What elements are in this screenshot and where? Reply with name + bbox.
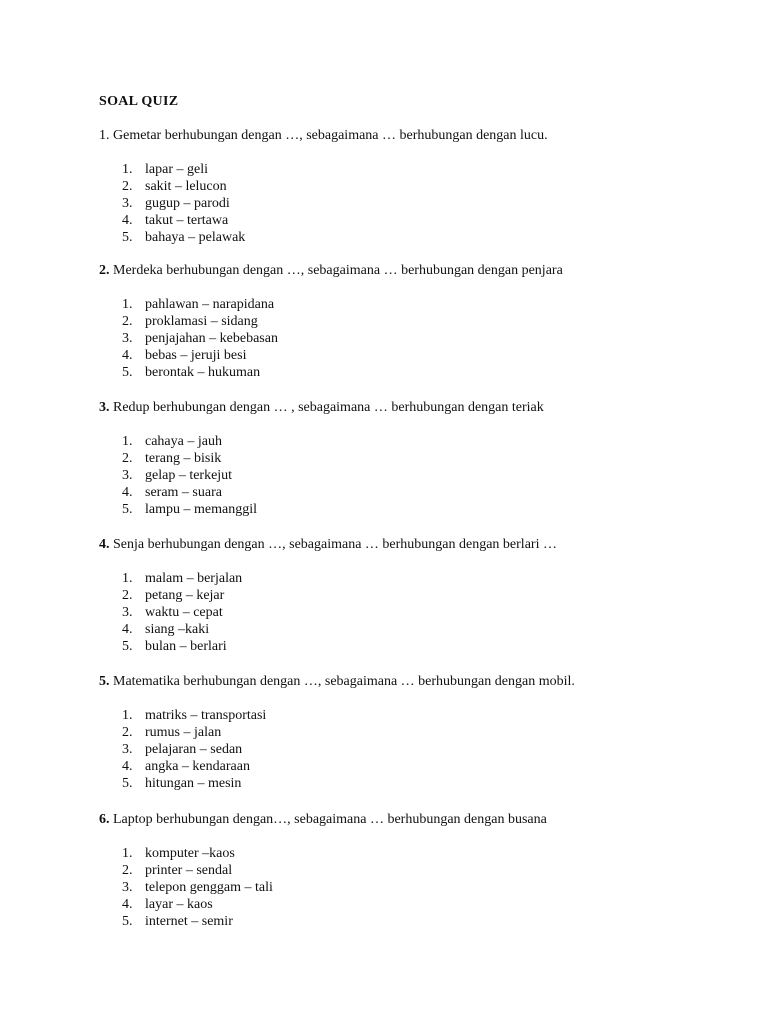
- answer-option: [99, 741, 739, 758]
- answer-option: [99, 296, 739, 313]
- answer-option: [99, 161, 739, 178]
- option-text: printer – sendal: [145, 863, 233, 878]
- option-number: 4.: [122, 348, 133, 363]
- option-text: telepon genggam – tali: [145, 880, 273, 895]
- option-text: pelajaran – sedan: [145, 742, 243, 757]
- question-text: [99, 673, 739, 690]
- option-number: 5.: [122, 502, 133, 517]
- option-number: 3.: [122, 605, 133, 620]
- option-number: 5.: [122, 639, 133, 654]
- option-number: 2.: [122, 863, 133, 878]
- option-number: 1.: [122, 162, 133, 177]
- option-number: 4.: [122, 213, 133, 228]
- question-prompt: Senja berhubungan dengan …, sebagaimana … berhubungan dengan berlari …: [109, 537, 557, 552]
- answer-option: [99, 862, 739, 879]
- answer-option: [99, 896, 739, 913]
- option-text: proklamasi – sidang: [145, 314, 258, 329]
- answer-option: [99, 364, 739, 381]
- answer-option: [99, 758, 739, 775]
- option-number: 3.: [122, 331, 133, 346]
- answer-option: [99, 724, 739, 741]
- option-text: layar – kaos: [145, 897, 213, 912]
- option-number: 3.: [122, 880, 133, 895]
- option-number: 1.: [122, 571, 133, 586]
- question-number: 4.: [99, 537, 110, 552]
- option-text: hitungan – mesin: [145, 776, 242, 791]
- option-text: lampu – memanggil: [145, 502, 257, 517]
- question-prompt: Laptop berhubungan dengan…, sebagaimana … berhubungan dengan busana: [109, 812, 547, 827]
- question-prompt: Matematika berhubungan dengan …, sebagaimana … berhubungan dengan mobil.: [109, 674, 575, 689]
- option-text: penjajahan – kebebasan: [145, 331, 278, 346]
- question-prompt: Gemetar berhubungan dengan …, sebagaimana … berhubungan dengan lucu.: [109, 128, 548, 143]
- question-4: [99, 536, 739, 655]
- answer-option: [99, 707, 739, 724]
- answer-option: [99, 212, 739, 229]
- answer-options: [99, 707, 739, 792]
- option-number: 4.: [122, 622, 133, 637]
- question-2: [99, 262, 739, 381]
- option-number: 4.: [122, 759, 133, 774]
- answer-options: [99, 845, 739, 930]
- answer-option: [99, 621, 739, 638]
- option-number: 2.: [122, 314, 133, 329]
- option-text: angka – kendaraan: [145, 759, 250, 774]
- question-1: [99, 127, 739, 246]
- answer-option: [99, 330, 739, 347]
- question-text: [99, 127, 739, 144]
- answer-options: [99, 433, 739, 518]
- answer-option: [99, 484, 739, 501]
- answer-option: [99, 195, 739, 212]
- option-text: komputer –kaos: [145, 846, 235, 861]
- option-number: 3.: [122, 468, 133, 483]
- answer-option: [99, 604, 739, 621]
- option-number: 4.: [122, 897, 133, 912]
- option-number: 5.: [122, 776, 133, 791]
- answer-option: [99, 229, 739, 246]
- option-text: rumus – jalan: [145, 725, 222, 740]
- answer-option: [99, 913, 739, 930]
- option-number: 2.: [122, 451, 133, 466]
- option-text: petang – kejar: [145, 588, 225, 603]
- page-title: SOAL QUIZ: [99, 94, 179, 109]
- option-number: 2.: [122, 588, 133, 603]
- option-text: gugup – parodi: [145, 196, 230, 211]
- answer-option: [99, 313, 739, 330]
- option-number: 5.: [122, 914, 133, 929]
- option-number: 1.: [122, 434, 133, 449]
- answer-options: [99, 296, 739, 381]
- option-number: 5.: [122, 365, 133, 380]
- option-text: lapar – geli: [145, 162, 208, 177]
- option-number: 3.: [122, 742, 133, 757]
- option-number: 2.: [122, 179, 133, 194]
- question-number: 1.: [99, 128, 110, 143]
- answer-options: [99, 570, 739, 655]
- option-number: 1.: [122, 708, 133, 723]
- option-text: sakit – lelucon: [145, 179, 227, 194]
- option-text: waktu – cepat: [145, 605, 223, 620]
- question-text: [99, 399, 739, 416]
- answer-option: [99, 638, 739, 655]
- option-number: 3.: [122, 196, 133, 211]
- option-text: takut – tertawa: [145, 213, 229, 228]
- option-number: 2.: [122, 725, 133, 740]
- option-number: 4.: [122, 485, 133, 500]
- option-text: internet – semir: [145, 914, 233, 929]
- option-text: terang – bisik: [145, 451, 222, 466]
- option-text: matriks – transportasi: [145, 708, 267, 723]
- option-text: gelap – terkejut: [145, 468, 233, 483]
- answer-option: [99, 775, 739, 792]
- question-prompt: Redup berhubungan dengan … , sebagaimana … berhubungan dengan teriak: [109, 400, 544, 415]
- option-text: siang –kaki: [145, 622, 210, 637]
- option-text: malam – berjalan: [145, 571, 243, 586]
- option-text: bahaya – pelawak: [145, 230, 246, 245]
- option-number: 1.: [122, 297, 133, 312]
- option-text: cahaya – jauh: [145, 434, 222, 449]
- question-number: 3.: [99, 400, 110, 415]
- option-number: 1.: [122, 846, 133, 861]
- answer-option: [99, 845, 739, 862]
- question-number: 2.: [99, 263, 110, 278]
- answer-option: [99, 879, 739, 896]
- answer-option: [99, 433, 739, 450]
- question-text: [99, 262, 739, 279]
- question-text: [99, 811, 739, 828]
- option-text: bulan – berlari: [145, 639, 227, 654]
- question-number: 5.: [99, 674, 110, 689]
- question-6: [99, 811, 739, 930]
- option-text: bebas – jeruji besi: [145, 348, 247, 363]
- answer-option: [99, 587, 739, 604]
- answer-option: [99, 467, 739, 484]
- question-number: 6.: [99, 812, 110, 827]
- option-text: seram – suara: [145, 485, 222, 500]
- question-5: [99, 673, 739, 792]
- option-number: 5.: [122, 230, 133, 245]
- answer-option: [99, 570, 739, 587]
- answer-option: [99, 501, 739, 518]
- option-text: berontak – hukuman: [145, 365, 261, 380]
- answer-option: [99, 178, 739, 195]
- answer-option: [99, 450, 739, 467]
- question-text: [99, 536, 739, 553]
- answer-options: [99, 161, 739, 246]
- question-3: [99, 399, 739, 518]
- option-text: pahlawan – narapidana: [145, 297, 275, 312]
- answer-option: [99, 347, 739, 364]
- question-prompt: Merdeka berhubungan dengan …, sebagaimana … berhubungan dengan penjara: [109, 263, 563, 278]
